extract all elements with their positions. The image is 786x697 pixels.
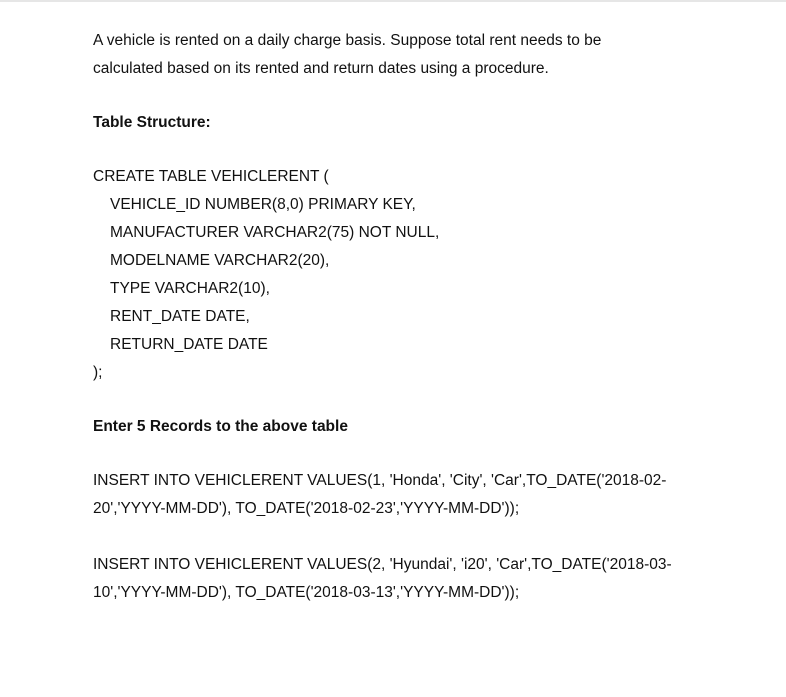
insert-statement — [93, 551, 753, 607]
insert-line: 10','YYYY-MM-DD'), TO_DATE('2018-03-13','YYYY-MM-DD')); — [93, 584, 520, 601]
document-body — [93, 27, 753, 607]
intro-line: A vehicle is rented on a daily charge basis. Suppose total rent needs to be — [93, 32, 602, 49]
table-structure-heading: Table Structure: — [93, 114, 211, 131]
intro-paragraph — [93, 27, 753, 83]
column-definition: TYPE VARCHAR2(10), — [110, 280, 270, 297]
column-definition: MANUFACTURER VARCHAR2(75) NOT NULL, — [110, 224, 440, 241]
insert-statement — [93, 467, 753, 523]
column-definition: RETURN_DATE DATE — [110, 336, 268, 353]
intro-line: calculated based on its rented and return dates using a procedure. — [93, 60, 549, 77]
create-table-statement — [93, 163, 753, 387]
column-definition: RENT_DATE DATE, — [110, 308, 250, 325]
insert-line: INSERT INTO VEHICLERENT VALUES(2, 'Hyundai', 'i20', 'Car',TO_DATE('2018-03- — [93, 556, 672, 573]
column-definition: VEHICLE_ID NUMBER(8,0) PRIMARY KEY, — [110, 196, 416, 213]
column-definition: MODELNAME VARCHAR2(20), — [110, 252, 330, 269]
create-table-open: CREATE TABLE VEHICLERENT ( — [93, 168, 329, 185]
records-heading: Enter 5 Records to the above table — [93, 418, 348, 435]
insert-line: 20','YYYY-MM-DD'), TO_DATE('2018-02-23','YYYY-MM-DD')); — [93, 500, 520, 517]
insert-line: INSERT INTO VEHICLERENT VALUES(1, 'Honda', 'City', 'Car',TO_DATE('2018-02- — [93, 472, 667, 489]
top-divider — [0, 0, 786, 2]
create-table-close: ); — [93, 364, 103, 381]
